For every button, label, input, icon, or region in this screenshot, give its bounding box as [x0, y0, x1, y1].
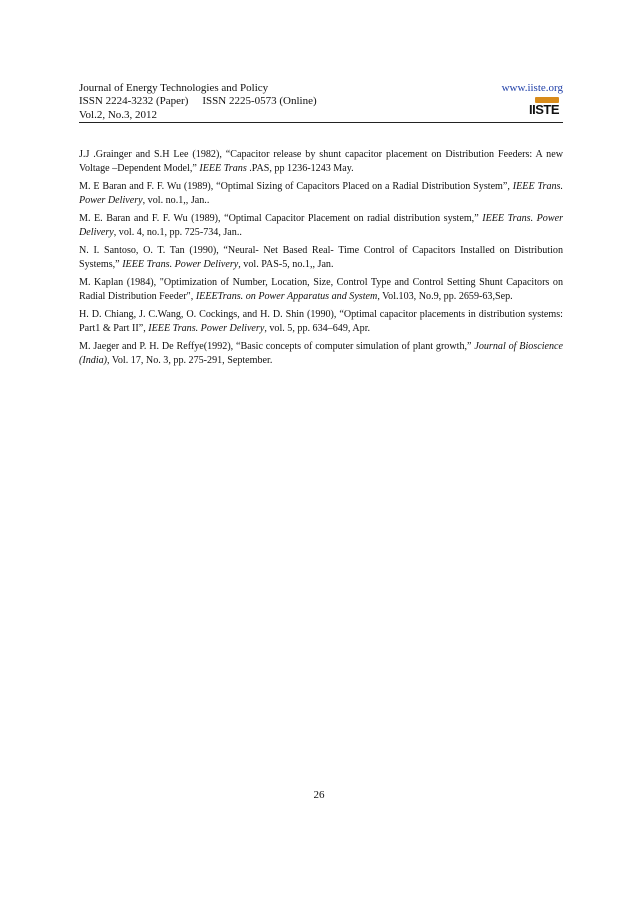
ref-text: H. D. Chiang, J. C.Wang, O. Cockings, and H. D. Shin (1990), “Optimal capacitor placements in distribution systems: Part1 & Part II”, — [79, 309, 563, 334]
page-header — [79, 82, 563, 123]
journal-title: Journal of Energy Technologies and Policy — [79, 82, 269, 94]
ref-text: , Vol.103, No.9, pp. 2659-63,Sep. — [377, 291, 513, 302]
ref-venue: IEEETrans. on Power Apparatus and System — [195, 291, 378, 302]
ref-text: , vol. PAS-5, no.1,, Jan. — [238, 259, 334, 270]
issn-line — [79, 95, 317, 108]
ref-text: .PAS, pp 1236-1243 May. — [246, 163, 354, 174]
reference-item — [79, 148, 563, 176]
ref-text: N. I. Santoso, O. T. Tan (1990), “Neural- Net Based Real- Time Control of Capacitors Installed on Distribution Systems,” — [79, 245, 563, 270]
ref-text: J.J .Grainger and S.H Lee (1982), “Capacitor release by shunt capacitor placement on Distribution Feeders: A new Voltage –Dependent Model,” — [79, 149, 563, 174]
ref-text: , vol. no.1,, Jan.. — [142, 195, 210, 206]
logo-text: IISTE — [528, 102, 559, 117]
reference-item — [79, 180, 563, 208]
ref-venue: Journal of Bioscience (India) — [79, 341, 563, 366]
ref-venue: IEEE Trans. Power Delivery — [79, 213, 563, 238]
reference-item — [79, 340, 563, 368]
reference-item — [79, 212, 563, 240]
issn-online: ISSN 2225-0573 (Online) — [202, 95, 317, 107]
ref-text: M. Kaplan (1984), "Optimization of Number, Location, Size, Control Type and Control Setting Shunt Capacitors on Radial Distribution Feeder", — [79, 277, 563, 302]
reference-item — [79, 244, 563, 272]
issn-paper: ISSN 2224-3232 (Paper) — [79, 95, 189, 107]
reference-list — [79, 148, 563, 372]
ref-venue: IEEE Trans. Power Delivery — [148, 323, 265, 334]
ref-text: , vol. 4, no.1, pp. 725-734, Jan.. — [113, 227, 242, 238]
ref-text: , vol. 5, pp. 634–649, Apr. — [264, 323, 371, 334]
ref-text: , Vol. 17, No. 3, pp. 275-291, September. — [107, 355, 273, 366]
volume-issue: Vol.2, No.3, 2012 — [79, 109, 158, 121]
reference-item — [79, 308, 563, 336]
iiste-logo — [528, 97, 559, 119]
website-link[interactable]: www.iiste.org — [501, 82, 563, 94]
ref-text: M. E. Baran and F. F. Wu (1989), “Optimal Capacitor Placement on radial distribution system,” — [79, 213, 483, 224]
ref-venue: IEEE Trans — [199, 163, 247, 174]
ref-text: M. E Baran and F. F. Wu (1989), “Optimal Sizing of Capacitors Placed on a Radial Distribution System”, — [79, 181, 513, 192]
ref-text: M. Jaeger and P. H. De Reffye(1992), “Basic concepts of computer simulation of plant growth,” — [79, 341, 475, 352]
ref-venue: IEEE Trans. Power Delivery — [122, 259, 239, 270]
ref-venue: IEEE Trans. Power Delivery — [79, 181, 563, 206]
reference-item — [79, 276, 563, 304]
page-number: 26 — [313, 789, 325, 801]
